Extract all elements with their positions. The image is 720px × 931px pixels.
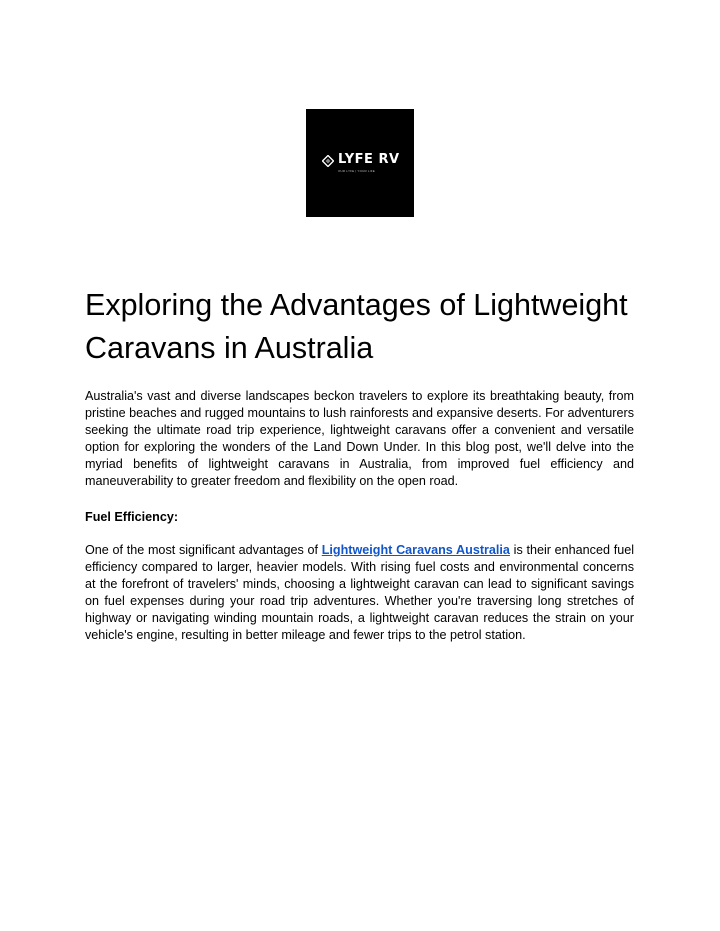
fuel-efficiency-paragraph xyxy=(85,542,634,645)
logo-tagline: OUR LYFE | YOUR LIFE xyxy=(338,169,376,173)
logo-brand-text: LYFE RV xyxy=(338,152,400,167)
diamond-logo-icon xyxy=(322,155,334,167)
brand-logo xyxy=(306,109,414,217)
fuel-efficiency-heading: Fuel Efficiency: xyxy=(85,510,179,524)
page-title: Exploring the Advantages of Lightweight Caravans in Australia xyxy=(85,288,628,365)
lightweight-caravans-link[interactable]: Lightweight Caravans Australia xyxy=(321,543,510,557)
fuel-text-before-link: One of the most significant advantages of xyxy=(85,543,322,557)
fuel-text-after-link: is their enhanced fuel efficiency compared to larger, heavier models. With rising fuel costs and environmental concerns at the forefront of travelers' minds, choosing a lightweight caravan can lead to significant savings on fuel expenses during your road trip adventures. Whether you're traversing long stretches of highway or navigating winding mountain roads, a lightweight caravan reduces the strain on your vehicle's engine, resulting in better mileage and fewer trips to the petrol station. xyxy=(85,543,635,643)
intro-paragraph: Australia's vast and diverse landscapes beckon travelers to explore its breathtaking beauty, from pristine beaches and rugged mountains to lush rainforests and expansive deserts. For adventurers seeking the ultimate road trip experience, lightweight caravans offer a convenient and versatile option for exploring the wonders of the Land Down Under. In this blog post, we'll delve into the myriad benefits of lightweight caravans in Australia, from improved fuel efficiency and maneuverability to greater freedom and flexibility on the open road. xyxy=(85,389,634,489)
